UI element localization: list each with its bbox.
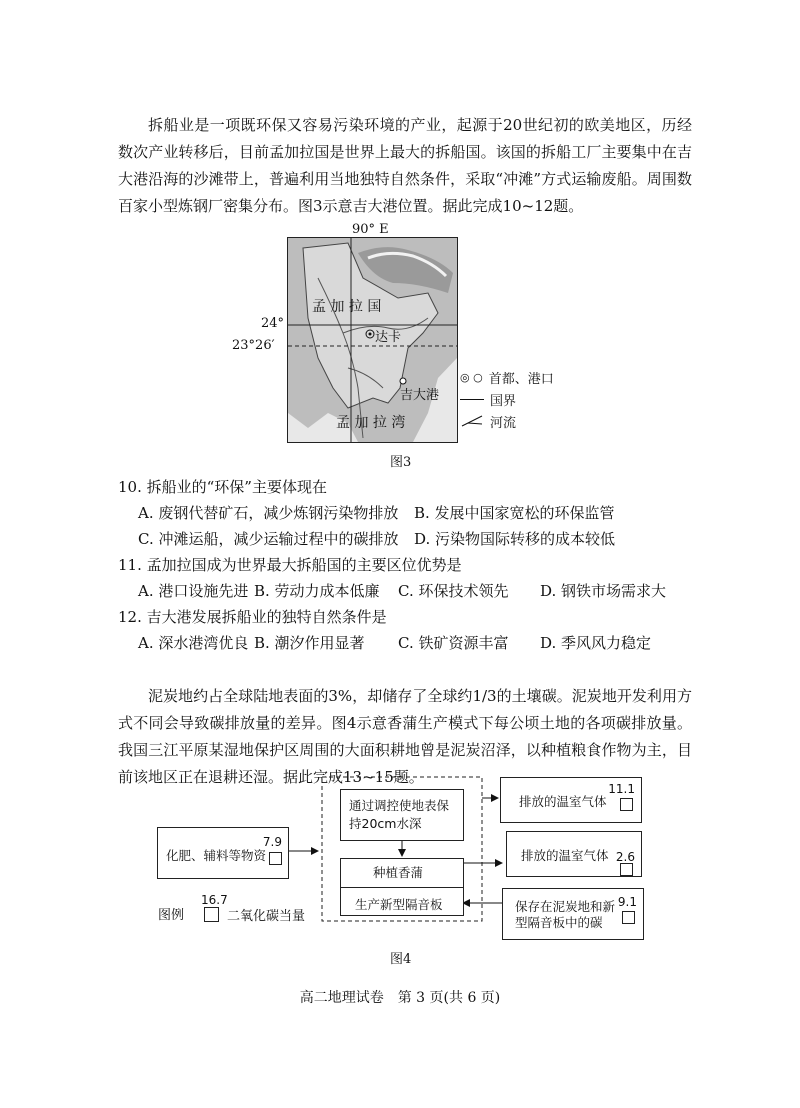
q10-option-b: B. 发展中国家宽松的环保监管 [414,504,615,522]
map-lat-24: 24° [261,316,285,331]
page-footer: 高二地理试卷 第 3 页(共 6 页) [299,990,501,1006]
question-11-stem: 11. 孟加拉国成为世界最大拆船国的主要区位优势是 [118,556,462,574]
q12-option-d: D. 季风风力稳定 [540,634,652,652]
step-cattail-box [340,858,464,916]
legend-river-label: 河流 [490,415,517,431]
figure-3-caption: 图3 [390,455,412,470]
step-divider [341,887,463,888]
fertilizer-label: 化肥、辅料等物资 [166,848,267,863]
step-board-label: 生产新型隔音板 [355,897,443,912]
fertilizer-box [157,827,289,879]
fertilizer-value-box-icon [269,852,282,865]
diagram-legend-value: 16.7 [201,893,228,907]
q12-option-a: A. 深水港湾优良 [138,634,249,652]
legend-border-label: 国界 [490,393,517,409]
emission-1-value: 11.1 [608,782,635,796]
emission-box-2 [506,831,642,877]
step-water-control-label: 通过调控使地表保持20cm水深 [349,798,450,831]
passage-2-text: 泥炭地约占全球陆地表面的3%，却储存了全球约1/3的土壤碳。泥炭地开发利用方式不同会导致碳排放量的差异。图4示意香蒲生产模式下每公顷土地的各项碳排放量。我国三江平原某湿地保护区周围的大面积耕地曾是泥炭沼泽，以种植粮食作物为主，目前该地区正在退耕还湿。据此完成13~15题。 [118,687,692,786]
map-lat-23-26: 23°26′ [232,338,275,353]
fertilizer-value: 7.9 [262,835,282,849]
q10-option-a: A. 废钢代替矿石，减少炼钢污染物排放 [138,504,399,522]
capital-port-symbol-icon: ◎ ○ [460,370,483,384]
q12-option-c: C. 铁矿资源丰富 [398,634,509,652]
legend-capital-port-label: 首都、港口 [488,371,554,387]
q11-option-c: C. 环保技术领先 [398,582,509,600]
emission-2-label: 排放的温室气体 [521,848,609,863]
emission-2-value: 2.6 [615,850,635,864]
emission-box-1 [500,777,642,823]
passage-1-text: 拆船业是一项既环保又容易污染环境的产业，起源于20世纪初的欧美地区，历经数次产业转移后，目前孟加拉国是世界上最大的拆船国。该国的拆船工厂主要集中在吉大港沿海的沙滩带上，普遍利用当地独特自然条件，采取“冲滩”方式运输废船。周围数百家小型炼钢厂密集分布。图3示意吉大港位置。据此完成10~12题。 [118,116,692,215]
emission-2-value-box-icon [620,863,633,876]
diagram-legend-text: 二氧化碳当量 [227,909,306,924]
q12-option-b: B. 潮汐作用显著 [254,634,365,652]
map-longitude-label: 90° E [352,222,389,237]
q10-option-d: D. 污染物国际转移的成本较低 [414,530,616,548]
carbon-storage-value: 9.1 [617,895,637,909]
question-12-stem: 12. 吉大港发展拆船业的独特自然条件是 [118,608,387,626]
question-10-stem: 10. 拆船业的“环保”主要体现在 [118,478,327,496]
q11-option-d: D. 钢铁市场需求大 [540,582,667,600]
diagram-legend-box-icon [204,907,219,922]
diagram-legend-label: 图例 [158,908,185,923]
carbon-storage-value-box-icon [622,911,635,924]
map-capital-label: 达卡 [375,330,402,345]
figure-4-caption: 图4 [390,952,412,967]
emission-1-label: 排放的温室气体 [519,794,607,809]
map-country-label: 孟 加 拉 国 [312,299,382,315]
emission-1-value-box-icon [620,798,633,811]
step-water-control-box [340,789,464,841]
q11-option-b: B. 劳动力成本低廉 [254,582,380,600]
carbon-storage-label: 保存在泥炭地和新型隔音板中的碳 [515,899,616,930]
step-cattail-label: 种植香蒲 [373,865,424,880]
map-port-label: 吉大港 [400,388,440,403]
q11-option-a: A. 港口设施先进 [138,582,249,600]
map-bay-label: 孟 加 拉 湾 [336,415,406,431]
q10-option-c: C. 冲滩运船，减少运输过程中的碳排放 [138,530,399,548]
carbon-storage-box [502,888,644,940]
